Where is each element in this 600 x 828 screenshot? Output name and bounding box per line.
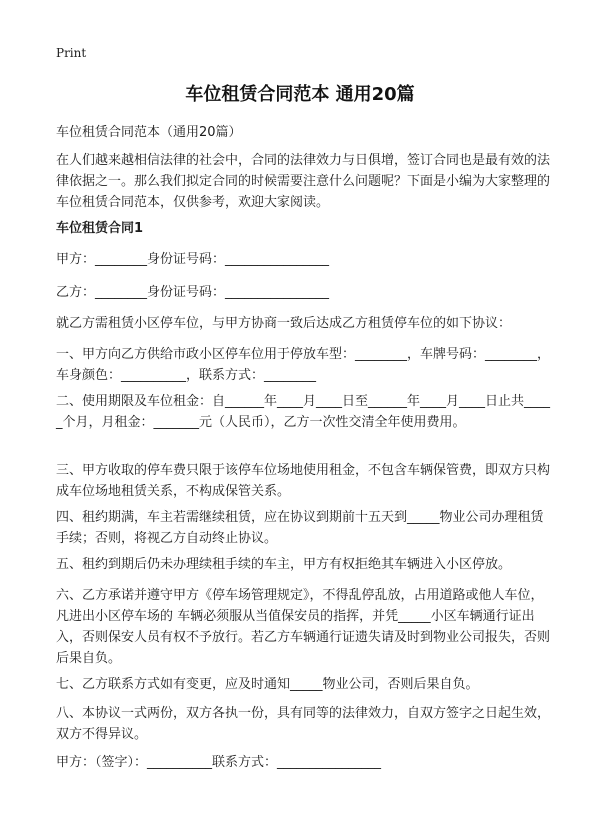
clause-7: 七、乙方联系方式如有变更，应及时通知_____物业公司，否则后果自负。: [56, 677, 479, 692]
clause-8: 八、本协议一式两份，双方各执一份，具有同等的法律效力，自双方签字之日起生效，双方不得异议。: [56, 706, 551, 742]
signature-party-a: 甲方：（签字）：__________联系方式：________________: [56, 755, 382, 770]
intro-paragraph: 在人们越来越相信法律的社会中，合同的法律效力与日俱增，签订合同也是最有效的法律依据之一。那么我们拟定合同的时候需要注意什么问题呢？下面是小编为大家整理的车位租赁合同范本，仅供参考，欢迎大家阅读。: [56, 153, 551, 210]
document-subtitle: 车位租赁合同范本（通用20篇）: [56, 125, 242, 140]
document-title: 车位租赁合同范本 通用20篇: [185, 84, 415, 105]
clause-3: 三、甲方收取的停车费只限于该停车位场地使用租金，不包含车辆保管费，即双方只构成车位场地租赁关系，不构成保管关系。: [56, 463, 551, 499]
preamble-paragraph: 就乙方需租赁小区停车位，与甲方协商一致后达成乙方租赁停车位的如下协议：: [56, 316, 512, 331]
party-a-line: 甲方：________身份证号码：________________: [56, 252, 330, 267]
clause-5: 五、租约到期后仍未办理续租手续的车主，甲方有权拒绝其车辆进入小区停放。: [56, 557, 512, 572]
clause-4: 四、租约期满，车主若需继续租赁，应在协议到期前十五天到_____物业公司办理租赁手续；否则，将视乙方自动终止协议。: [56, 510, 544, 546]
clause-6: 六、乙方承诺并遵守甲方《停车场管理规定》，不得乱停乱放，占用道路或他人车位，凡进出小区停车场的 车辆必须服从当值保安员的指挥，并凭_____小区车辆通行证出入，否则保安人员有权不予放行。若乙方车辆通行证遗失请及时到物业公司报失，否则后果自负。: [56, 588, 551, 666]
print-link[interactable]: Print: [56, 46, 87, 60]
clause-2: 二、使用期限及车位租金：自______年____月____日至______年____月____日止共_____个月，月租金：_______元（人民币），乙方一次性交清全年使用费用。: [56, 394, 551, 430]
contract-heading: 车位租赁合同1: [56, 221, 144, 236]
clause-1: 一、甲方向乙方供给市政小区停车位用于停放车型：________，车牌号码：________，车身颜色：__________，联系方式：________: [56, 347, 551, 383]
party-b-line: 乙方：________身份证号码：________________: [56, 285, 330, 300]
